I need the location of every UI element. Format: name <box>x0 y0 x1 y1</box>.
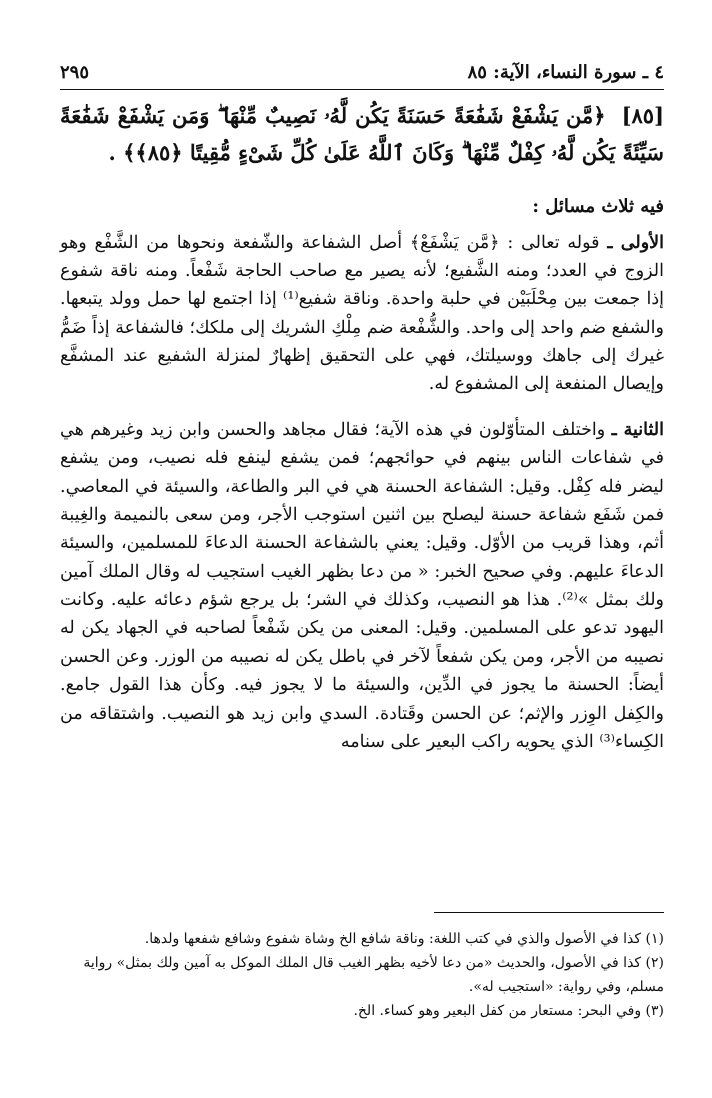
first-issue-heading: الأولى ـ <box>607 232 664 253</box>
second-issue-paragraph <box>60 416 664 756</box>
first-issue-paragraph <box>60 229 664 399</box>
page-body <box>60 62 664 774</box>
first-issue-text: قوله تعالى : ﴿مَّن يَشْفَعْ﴾ أصل الشفاعة والشّفعة ونحوها من الشَّفْع وهو الزوج في العدد؛ ومنه الشَّفيع؛ لأنه يصير مع صاحب الحاجة شَفْعاً. ومنه ناقة شفوع إذا جمعت بين مِحْلَبَيْن في حلبة واحدة. وناقة شفيع⁽¹⁾ إذا اجتمع لها حمل وولد يتبعها. والشفع ضم واحد إلى واحد. والشُّفْعة ضم مِلْكِ الشريك إلى ملكك؛ فالشفاعة إذاً ضَمُّ غيرك إلى جاهك ووسيلتك، فهي على التحقيق إظهارٌ لمنزلة الشفيع عند المشفَّع وإيصال المنفعة إلى المشفوع له. <box>60 232 664 395</box>
page-number: ٢٩٥ <box>60 62 90 83</box>
footnotes <box>60 912 664 1023</box>
second-issue-heading: الثانية ـ <box>611 420 664 441</box>
section-intro: فيه ثلاث مسائل : <box>532 195 664 217</box>
surah-title: ٤ ـ سورة النساء، الآية: ٨٥ <box>467 62 664 83</box>
footnote-divider <box>434 912 664 913</box>
verse-text: ﴿مَّن يَشْفَعْ شَفَٰعَةً حَسَنَةً يَكُن لَّهُۥ نَصِيبٌ مِّنْهَا ۖ وَمَن يَشْفَعْ شَفَٰعَةً سَيِّئَةً يَكُن لَّهُۥ كِفْلٌ مِّنْهَا ۗ وَكَانَ ٱللَّهُ عَلَىٰ كُلِّ شَىْءٍ مُّقِيتًا ﴿٨٥﴾﴾ . <box>60 103 664 165</box>
second-issue-text: واختلف المتأوّلون في هذه الآية؛ فقال مجاهد والحسن وابن زيد وغيرهم هي في شفاعات الناس بينهم في حوائجهم؛ فمن يشفع لينفع فله نصيب، ومن يشفع ليضر فله كِفْل. وقيل: الشفاعة الحسنة هي في البر والطاعة، والسيئة في المعاصي. فمن شَفَع شفاعة حسنة ليصلح بين اثنين استوجب الأجر، ومن سعى بالنميمة والغِيبة أثم، وهذا قريب من الأوّل. وقيل: يعني بالشفاعة الحسنة الدعاءَ للمسلمين، والسيئة الدعاءَ عليهم. وفي صحيح الخبر: « من دعا بظهر الغيب استجيب له وقال الملك آمين ولك بمثل »⁽²⁾. هذا هو النصيب، وكذلك في الشر؛ بل يرجع شؤم دعائه عليه. وكانت اليهود تدعو على المسلمين. وقيل: المعنى من يكن شَفْعاً لصاحبه في الجهاد يكن له نصيبه من الأجر، ومن يكن شفعاً لآخر في باطل يكن له نصيبه من الوزر. وعن الحسن أيضاً: الحسنة ما يجوز في الدِّين، والسيئة ما لا يجوز فيه. وكأن هذا القول جامع. والكِفل الوِزر والإثم؛ عن الحسن وقَتادة. السدي وابن زيد هو النصيب. واشتقاقه من الكِساء⁽³⁾ الذي يحويه راكب البعير على سنامه <box>60 420 664 752</box>
running-header <box>60 62 664 90</box>
footnote-2: (٢) كذا في الأصول، والحديث «من دعا لأخيه بظهر الغيب قال الملك الموكل به آمين ولك بمثل» رواية مسلم، وفي رواية: «استجيب له». <box>83 955 664 996</box>
verse-number: [٨٥] <box>621 103 665 128</box>
footnote-3: (٣) وفي البحر: مستعار من كفل البعير وهو كساء. الخ. <box>353 1003 664 1020</box>
quran-verse <box>60 98 664 172</box>
footnote-1: (١) كذا في الأصول والذي في كتب اللغة: وناقة شافع الخ وشاة شفوع وشافع شفعها ولدها. <box>144 931 664 947</box>
